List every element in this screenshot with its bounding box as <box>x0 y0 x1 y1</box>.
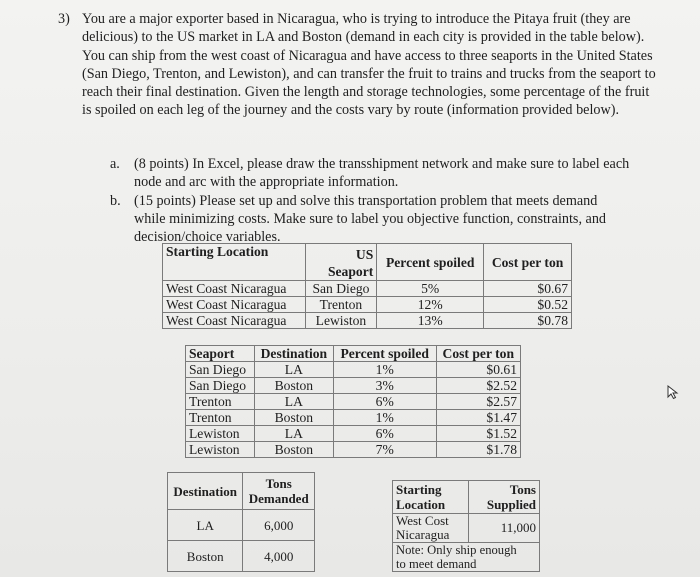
cell-pct: 6% <box>333 426 436 442</box>
cell-dest: Boston <box>168 541 243 572</box>
table-row <box>393 543 540 572</box>
supply-note: Note: Only ship enough to meet demand <box>393 543 540 572</box>
cell-start: West Coast Nicaragua <box>163 313 306 329</box>
question-3 <box>58 10 658 120</box>
table-row <box>186 442 521 458</box>
cell-cost: $1.47 <box>436 410 520 426</box>
cell-pct: 5% <box>377 281 484 297</box>
part-b <box>110 192 630 246</box>
table-row <box>186 378 521 394</box>
cell-cost: $2.52 <box>436 378 520 394</box>
header-destination: Destination <box>254 346 333 362</box>
cell-tons: 11,000 <box>469 514 540 543</box>
table-row <box>163 313 572 329</box>
header-us-seaport: US Seaport <box>305 244 377 281</box>
cell-cost: $0.78 <box>484 313 572 329</box>
supply-table <box>392 480 540 572</box>
header-percent-spoiled: Percent spoiled <box>377 244 484 281</box>
cell-port: San Diego <box>305 281 377 297</box>
cell-start: West Coast Nicaragua <box>163 297 306 313</box>
header-seaport: Seaport <box>186 346 255 362</box>
table-row <box>186 394 521 410</box>
cell-cost: $2.57 <box>436 394 520 410</box>
part-a <box>110 155 630 191</box>
mouse-cursor-icon <box>666 384 682 400</box>
cell-dest: Boston <box>254 410 333 426</box>
cell-cost: $0.61 <box>436 362 520 378</box>
header-tons-supplied: Tons Supplied <box>469 481 540 514</box>
cell-pct: 1% <box>333 410 436 426</box>
cell-pct: 3% <box>333 378 436 394</box>
part-a-label: a. <box>110 156 120 172</box>
header-cost-per-ton: Cost per ton <box>436 346 520 362</box>
cell-dest: LA <box>254 362 333 378</box>
table-row <box>186 410 521 426</box>
question-text: You are a major exporter based in Nicaragua, who is trying to introduce the Pitaya fruit (they are delicious) to the US market in LA and Boston (demand in each city is provided in the table below). You can ship from the west coast of Nicaragua and have access to three seaports in the United States (San Diego, Trenton, and Lewiston), and can transfer the fruit to trains and trucks from the seaport to reach their final destination. Given the length and storage technologies, some percentage of the fruit is spoiled on each leg of the journey and the costs vary by route (information provided below). <box>82 11 656 119</box>
cell-seaport: Lewiston <box>186 442 255 458</box>
table-header-row <box>163 244 572 281</box>
cell-seaport: San Diego <box>186 362 255 378</box>
cell-seaport: Trenton <box>186 394 255 410</box>
header-destination: Destination <box>168 473 243 510</box>
cell-dest: LA <box>168 510 243 541</box>
cell-pct: 12% <box>377 297 484 313</box>
table-row <box>168 541 315 572</box>
table-header-row <box>168 473 315 510</box>
seaport-to-destination-table <box>185 345 521 458</box>
cell-dest: LA <box>254 394 333 410</box>
header-cost-per-ton: Cost per ton <box>484 244 572 281</box>
table-row <box>168 510 315 541</box>
header-percent-spoiled: Percent spoiled <box>333 346 436 362</box>
cell-port: Trenton <box>305 297 377 313</box>
table-row <box>393 514 540 543</box>
cell-port: Lewiston <box>305 313 377 329</box>
cell-dest: LA <box>254 426 333 442</box>
table-header-row <box>186 346 521 362</box>
header-starting-location: Starting Location <box>163 244 306 281</box>
cell-pct: 1% <box>333 362 436 378</box>
cell-seaport: San Diego <box>186 378 255 394</box>
cell-tons: 4,000 <box>243 541 315 572</box>
header-starting-location: Starting Location <box>393 481 469 514</box>
table-row <box>186 362 521 378</box>
table-row <box>163 281 572 297</box>
question-number: 3) <box>58 11 70 27</box>
origin-to-seaport-table <box>162 243 572 329</box>
table-row <box>163 297 572 313</box>
table-row <box>186 426 521 442</box>
cell-pct: 13% <box>377 313 484 329</box>
cell-cost: $0.52 <box>484 297 572 313</box>
cell-cost: $1.52 <box>436 426 520 442</box>
cell-cost: $0.67 <box>484 281 572 297</box>
cell-location: West Cost Nicaragua <box>393 514 469 543</box>
cell-seaport: Lewiston <box>186 426 255 442</box>
table-header-row <box>393 481 540 514</box>
cell-pct: 7% <box>333 442 436 458</box>
part-b-text: (15 points) Please set up and solve this transportation problem that meets demand while minimizing costs. Make sure to label you objective function, constraints, and decision/choice variables. <box>134 193 607 245</box>
cell-pct: 6% <box>333 394 436 410</box>
header-tons-demanded: Tons Demanded <box>243 473 315 510</box>
cell-seaport: Trenton <box>186 410 255 426</box>
cell-cost: $1.78 <box>436 442 520 458</box>
cell-start: West Coast Nicaragua <box>163 281 306 297</box>
cell-dest: Boston <box>254 378 333 394</box>
part-b-label: b. <box>110 193 121 209</box>
part-a-text: (8 points) In Excel, please draw the transshipment network and make sure to label each node and arc with the appropriate information. <box>134 156 630 190</box>
cell-dest: Boston <box>254 442 333 458</box>
cell-tons: 6,000 <box>243 510 315 541</box>
demand-table <box>167 472 315 572</box>
